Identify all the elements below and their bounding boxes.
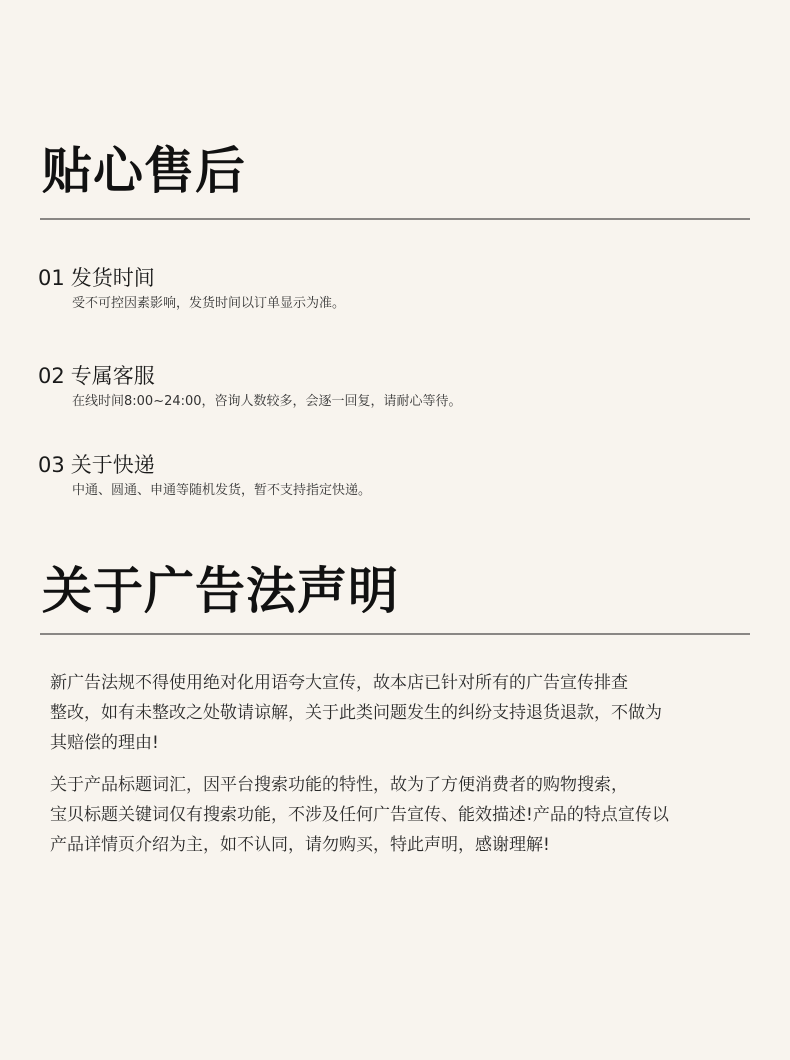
item-number: 01 (38, 266, 65, 290)
ad-law-paragraph-1 (50, 668, 750, 758)
item-number: 02 (38, 364, 65, 388)
item-heading (38, 268, 345, 289)
ad-law-title: 关于广告法声明 (42, 562, 399, 620)
item-heading-text: 发货时间 (70, 266, 155, 290)
after-sales-item-shipping (38, 268, 345, 310)
item-number: 03 (38, 453, 65, 477)
ad-law-divider (40, 633, 750, 635)
after-sales-item-service (38, 366, 462, 408)
item-description: 中通、圆通、申通等随机发货，暂不支持指定快递。 (72, 483, 372, 498)
item-heading-text: 关于快递 (70, 453, 155, 477)
item-description: 受不可控因素影响，发货时间以订单显示为准。 (72, 296, 346, 311)
paragraph-line: 产品详情页介绍为主，如不认同，请勿购买，特此声明，感谢理解! (50, 835, 550, 855)
after-sales-title: 贴心售后 (42, 142, 246, 200)
paragraph-line: 宝贝标题关键词仅有搜索功能，不涉及任何广告宣传、能效描述!产品的特点宣传以 (50, 805, 669, 825)
paragraph-line: 新广告法规不得使用绝对化用语夸大宣传，故本店已针对所有的广告宣传排查 (50, 673, 628, 693)
paragraph-line: 其赔偿的理由! (50, 733, 159, 753)
paragraph-line: 关于产品标题词汇，因平台搜索功能的特性，故为了方便消费者的购物搜索， (50, 775, 628, 795)
after-sales-item-courier (38, 455, 371, 497)
item-heading (38, 455, 371, 476)
item-heading-text: 专属客服 (70, 364, 155, 388)
ad-law-paragraph-2 (50, 770, 750, 860)
paragraph-line: 整改，如有未整改之处敬请谅解，关于此类问题发生的纠纷支持退货退款，不做为 (50, 703, 662, 723)
item-heading (38, 366, 462, 387)
after-sales-divider (40, 218, 750, 220)
item-description: 在线时间8:00~24:00，咨询人数较多，会逐一回复，请耐心等待。 (72, 394, 462, 409)
